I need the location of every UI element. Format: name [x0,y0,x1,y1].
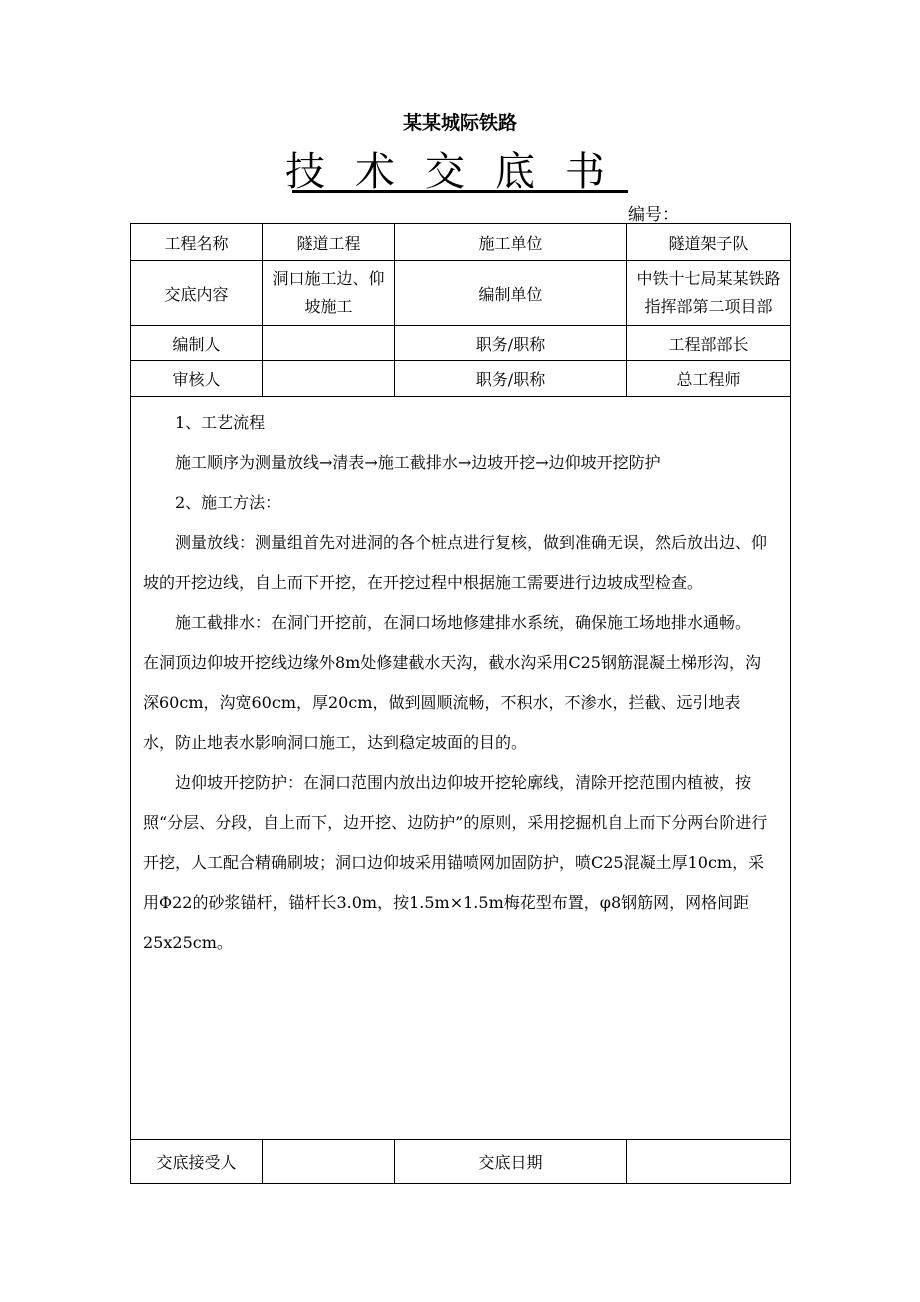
value-compiler [263,326,395,361]
form-row-content [131,261,791,326]
value-disclosure-date [627,1140,791,1184]
value-compiling-unit-line2: 指挥部第二项目部 [644,297,773,316]
form-row-compiler [131,326,791,361]
disclosure-form [130,223,791,1184]
label-compiler: 编制人 [131,326,263,361]
label-construction-unit: 施工单位 [395,224,627,261]
form-row-project [131,224,791,261]
section-heading-method: 2、施工方法： [175,493,282,512]
value-recipient [263,1140,395,1184]
paragraph-survey: 测量放线：测量组首先对进洞的各个桩点进行复核，做到准确无误，然后放出边、仰坡的开挖边线，自上而下开挖，在开挖过程中根据施工需要进行边坡成型检查。 [143,533,768,592]
document-title: 技术交底书 [285,149,635,195]
project-name: 某某城际铁路 [402,112,517,134]
paragraph-drainage: 施工截排水：在洞门开挖前，在洞口场地修建排水系统，确保施工场地排水通畅。 在洞顶边仰坡开挖线边缘外8m处修建截水天沟，截水沟采用C25钢筋混凝土梯形沟，沟深60cm，沟宽60cm，厚20cm，做到圆顺流畅，不积水，不渗水，拦截、远引地表水，防止地表水影响洞口施工，达到稳定坡面的目的。 [143,613,761,752]
section-heading-process: 1、工艺流程 [175,413,266,432]
value-compiling-unit [627,261,791,326]
form-row-body [131,397,791,1140]
value-compiler-position: 工程部部长 [627,326,791,361]
label-disclosure-content: 交底内容 [131,261,263,326]
value-reviewer [263,361,395,397]
paragraph-process: 施工顺序为测量放线→清表→施工截排水→边坡开挖→边仰坡开挖防护 [175,453,661,472]
value-compiling-unit-line1: 中铁十七局某某铁路 [636,269,781,288]
label-disclosure-date: 交底日期 [395,1140,627,1184]
label-compiler-position: 职务/职称 [395,326,627,361]
value-disclosure-content-line2: 坡施工 [304,297,353,316]
document-number-label: 编号： [628,205,679,225]
value-disclosure-content [263,261,395,326]
value-construction-unit: 隧道架子队 [627,224,791,261]
label-project-name: 工程名称 [131,224,263,261]
form-row-reviewer [131,361,791,397]
label-reviewer-position: 职务/职称 [395,361,627,397]
form-row-footer [131,1140,791,1184]
title-underline [292,190,628,193]
label-compiling-unit: 编制单位 [395,261,627,326]
value-project-name: 隧道工程 [263,224,395,261]
label-reviewer: 审核人 [131,361,263,397]
label-recipient: 交底接受人 [131,1140,263,1184]
disclosure-body [131,397,791,1140]
value-reviewer-position: 总工程师 [627,361,791,397]
paragraph-slope-protection: 边仰坡开挖防护：在洞口范围内放出边仰坡开挖轮廓线，清除开挖范围内植被，按照“分层、分段，自上而下，边开挖、边防护”的原则，采用挖掘机自上而下分两台阶进行开挖，人工配合精确刷坡；洞口边仰坡采用锚喷网加固防护，喷C25混凝土厚10cm，采用Φ22的砂浆锚杆，锚杆长3.0m，按1.5m×1.5m梅花型布置，φ8钢筋网，网格间距25x25cm。 [143,773,768,952]
value-disclosure-content-line1: 洞口施工边、仰 [272,269,385,288]
